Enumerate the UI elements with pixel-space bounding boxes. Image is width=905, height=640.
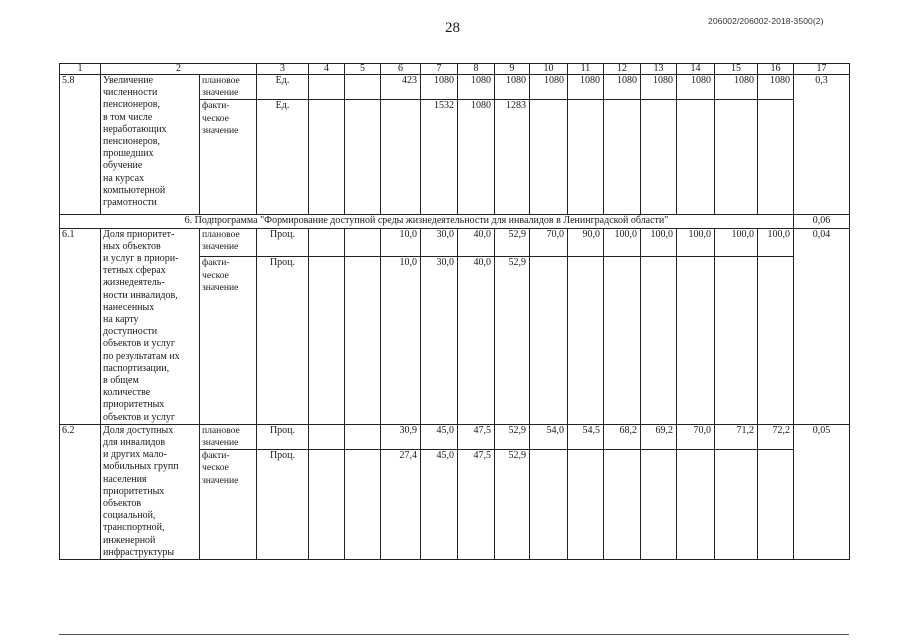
value-cell: [309, 257, 345, 425]
value-cell: 71,2: [715, 424, 758, 449]
value-cell: 40,0: [458, 228, 495, 257]
planned-value-row: [60, 424, 850, 449]
document-reference: 206002/206002-2018-3500(2): [708, 16, 824, 26]
value-cell: 47,5: [458, 424, 495, 449]
value-cell: 100,0: [715, 228, 758, 257]
planned-value-row: [60, 75, 850, 100]
value-type-label: факти- ческое значение: [200, 100, 257, 215]
value-cell: 30,0: [421, 228, 458, 257]
value-cell: 52,9: [495, 424, 530, 449]
column-number: 7: [421, 64, 458, 75]
value-cell: 1080: [641, 75, 677, 100]
column-number: 8: [458, 64, 495, 75]
value-cell: [641, 450, 677, 560]
value-cell: [677, 100, 715, 215]
column-number: 10: [530, 64, 568, 75]
value-cell: 1080: [495, 75, 530, 100]
value-cell: [568, 257, 604, 425]
value-cell: [758, 257, 794, 425]
indicator-number: 5.8: [60, 75, 101, 215]
subprogram-title: 6. Подпрограмма "Формирование доступной среды жизнедеятельности для инвалидов в Ленинградской области": [60, 215, 794, 228]
value-cell: 70,0: [530, 228, 568, 257]
value-cell: [345, 100, 381, 215]
indicators-table: [59, 63, 850, 560]
indicator-number: 6.1: [60, 228, 101, 424]
page-number: 28: [445, 20, 460, 36]
value-cell: 27,4: [381, 450, 421, 560]
unit-cell: Проц.: [257, 228, 309, 257]
weight-cell: 0,05: [794, 424, 850, 559]
column-number: 15: [715, 64, 758, 75]
value-cell: 1080: [677, 75, 715, 100]
value-cell: [568, 450, 604, 560]
value-cell: [530, 100, 568, 215]
value-cell: [345, 450, 381, 560]
value-cell: 45,0: [421, 450, 458, 560]
value-cell: [309, 450, 345, 560]
indicator-name: Увеличение численности пенсионеров, в том числе неработающих пенсионеров, прошедших обучение на курсах компьютерной грамотности: [101, 75, 200, 215]
value-cell: [677, 257, 715, 425]
column-number: 17: [794, 64, 850, 75]
column-number: 6: [381, 64, 421, 75]
value-cell: 52,9: [495, 257, 530, 425]
value-cell: 1080: [758, 75, 794, 100]
value-cell: [715, 257, 758, 425]
value-cell: 45,0: [421, 424, 458, 449]
value-cell: 54,5: [568, 424, 604, 449]
value-cell: 100,0: [641, 228, 677, 257]
column-number: 16: [758, 64, 794, 75]
value-cell: [715, 450, 758, 560]
value-cell: 100,0: [758, 228, 794, 257]
page-bottom-rule: [59, 634, 849, 635]
weight-cell: 0,06: [794, 215, 850, 228]
column-number: 12: [604, 64, 641, 75]
value-type-label: плановое значение: [200, 424, 257, 449]
column-number: 1: [60, 64, 101, 75]
value-cell: 52,9: [495, 450, 530, 560]
value-cell: 1080: [458, 100, 495, 215]
unit-cell: Проц.: [257, 450, 309, 560]
value-cell: 30,9: [381, 424, 421, 449]
value-cell: 423: [381, 75, 421, 100]
value-cell: [530, 450, 568, 560]
value-cell: [345, 257, 381, 425]
value-cell: [309, 75, 345, 100]
value-cell: 10,0: [381, 257, 421, 425]
value-cell: [604, 257, 641, 425]
value-cell: [309, 100, 345, 215]
weight-cell: 0,3: [794, 75, 850, 215]
value-cell: 1283: [495, 100, 530, 215]
value-cell: [641, 100, 677, 215]
value-cell: [715, 100, 758, 215]
indicator-number: 6.2: [60, 424, 101, 559]
unit-cell: Ед.: [257, 100, 309, 215]
column-number: 13: [641, 64, 677, 75]
value-cell: 1080: [458, 75, 495, 100]
value-cell: 1080: [530, 75, 568, 100]
value-cell: [309, 424, 345, 449]
column-number: 11: [568, 64, 604, 75]
value-cell: [345, 228, 381, 257]
subprogram-row: [60, 215, 850, 228]
value-cell: 72,2: [758, 424, 794, 449]
weight-cell: 0,04: [794, 228, 850, 424]
value-cell: [345, 424, 381, 449]
column-number: 14: [677, 64, 715, 75]
value-cell: 1080: [715, 75, 758, 100]
value-cell: 40,0: [458, 257, 495, 425]
indicator-name: Доля приоритет- ных объектов и услуг в приори- тетных сферах жизнедеятель- ности инвалидов, нанесенных на карту доступности объектов и услуг по результатам их паспортизации, в общем количестве приоритетных объектов и услуг: [101, 228, 200, 424]
value-type-label: плановое значение: [200, 75, 257, 100]
value-cell: 30,0: [421, 257, 458, 425]
column-number: 2: [101, 64, 257, 75]
value-cell: [381, 100, 421, 215]
column-number: 4: [309, 64, 345, 75]
value-cell: [758, 450, 794, 560]
indicator-name: Доля доступных для инвалидов и других мало- мобильных групп населения приоритетных объектов социальной, транспортной, инженерной инфраструктуры: [101, 424, 200, 559]
column-number: 5: [345, 64, 381, 75]
value-cell: 69,2: [641, 424, 677, 449]
value-cell: [568, 100, 604, 215]
value-cell: [604, 100, 641, 215]
value-cell: 1532: [421, 100, 458, 215]
value-cell: [530, 257, 568, 425]
value-type-label: факти- ческое значение: [200, 257, 257, 425]
value-type-label: факти- ческое значение: [200, 450, 257, 560]
column-number-row: [60, 64, 850, 75]
value-cell: 1080: [421, 75, 458, 100]
column-number: 3: [257, 64, 309, 75]
value-cell: [309, 228, 345, 257]
value-cell: [604, 450, 641, 560]
value-cell: 47,5: [458, 450, 495, 560]
planned-value-row: [60, 228, 850, 257]
value-cell: 70,0: [677, 424, 715, 449]
unit-cell: Проц.: [257, 257, 309, 425]
value-cell: 1080: [604, 75, 641, 100]
value-cell: 54,0: [530, 424, 568, 449]
value-cell: [677, 450, 715, 560]
value-cell: 10,0: [381, 228, 421, 257]
value-cell: 1080: [568, 75, 604, 100]
value-cell: 52,9: [495, 228, 530, 257]
value-cell: [345, 75, 381, 100]
value-cell: [758, 100, 794, 215]
value-cell: 100,0: [677, 228, 715, 257]
value-type-label: плановое значение: [200, 228, 257, 257]
unit-cell: Проц.: [257, 424, 309, 449]
unit-cell: Ед.: [257, 75, 309, 100]
value-cell: [641, 257, 677, 425]
value-cell: 68,2: [604, 424, 641, 449]
value-cell: 100,0: [604, 228, 641, 257]
value-cell: 90,0: [568, 228, 604, 257]
column-number: 9: [495, 64, 530, 75]
